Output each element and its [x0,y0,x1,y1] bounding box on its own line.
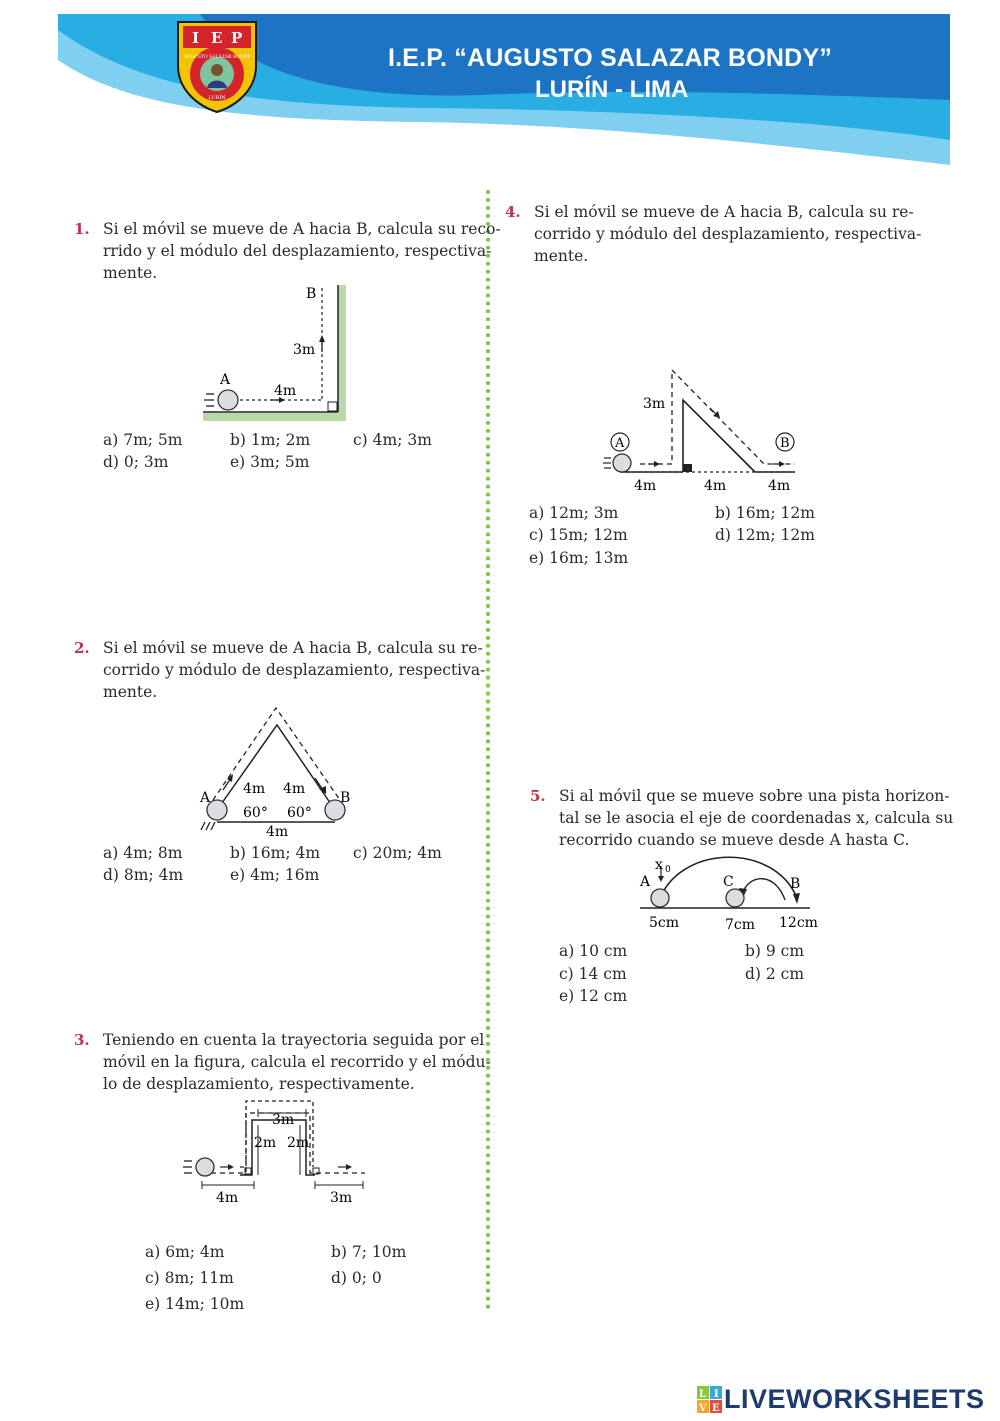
question-5-option-b[interactable]: b) 9 cm [745,942,805,960]
question-3-option-c[interactable]: c) 8m; 11m [145,1269,234,1287]
liveworksheets-brand[interactable]: LIVEWORKSHEETS [724,1384,985,1414]
q4-label-4m-2: 4m [704,478,727,494]
logo-letter-e: E [211,29,223,47]
question-2-number: 2. [74,639,90,657]
question-4-option-c[interactable]: c) 15m; 12m [529,526,628,544]
question-1-line-3: mente. [103,264,158,282]
question-3-option-b[interactable]: b) 7; 10m [331,1243,407,1261]
q5-label-12cm: 12cm [779,915,818,931]
q3-label-4m: 4m [216,1190,239,1206]
question-2-line-3: mente. [103,683,158,701]
question-1-number: 1. [74,220,90,238]
q2-label-4m-left: 4m [243,781,266,797]
question-3-number: 3. [74,1031,90,1049]
q5-label-b: B [790,876,801,892]
question-4-line-1: Si el móvil se mueve de A hacia B, calcula su re- [534,203,914,221]
question-2-option-d[interactable]: d) 8m; 4m [103,866,184,884]
q5-label-c: C [723,874,734,890]
question-2-line-1: Si el móvil se mueve de A hacia B, calcula su re- [103,639,483,657]
q1-label-a: A [220,372,231,388]
q4-label-b: B [780,436,790,451]
liveworksheets-logo-icon [697,1386,723,1414]
logo-ring-text: AUGUSTO SALAZAR BONDY [183,55,251,60]
question-4-option-b[interactable]: b) 16m; 12m [715,504,815,522]
question-3-option-a[interactable]: a) 6m; 4m [145,1243,225,1261]
question-5-text [559,785,953,851]
logo-icon-letter-l: L [699,1389,707,1400]
question-5-number: 5. [530,787,546,805]
q3-label-2m-left: 2m [254,1135,277,1151]
question-4-option-d[interactable]: d) 12m; 12m [715,526,815,544]
question-5-option-c[interactable]: c) 14 cm [559,965,627,983]
q2-label-60-left: 60° [243,805,268,821]
question-3-option-e[interactable]: e) 14m; 10m [145,1295,245,1313]
question-2-option-c[interactable]: c) 20m; 4m [353,844,442,862]
question-2-option-b[interactable]: b) 16m; 4m [230,844,321,862]
question-4-text [534,201,921,267]
q4-label-a: A [615,436,625,451]
question-3-text [103,1029,491,1095]
question-4-number: 4. [505,203,521,221]
question-5-figure [635,852,830,937]
q3-label-2m-right: 2m [287,1135,310,1151]
question-2-line-2: corrido y módulo de desplazamiento, respectiva- [103,661,486,679]
q2-label-a: A [200,790,211,806]
question-5-line-3: recorrido cuando se mueve desde A hasta C. [559,831,910,849]
logo-icon-letter-v: V [699,1403,707,1414]
question-1-option-a[interactable]: a) 7m; 5m [103,431,183,449]
q5-label-x-sub: 0 [665,865,671,875]
question-3-figure [180,1095,370,1210]
logo-bottom-text: LURÍN [208,95,226,101]
column-divider [486,190,490,1310]
question-3-line-3: lo de desplazamiento, respectivamente. [103,1075,415,1093]
question-2-option-a[interactable]: a) 4m; 8m [103,844,183,862]
question-2-option-e[interactable]: e) 4m; 16m [230,866,320,884]
question-1-line-1: Si el móvil se mueve de A hacia B, calcula su reco- [103,220,501,238]
question-1-option-c[interactable]: c) 4m; 3m [353,431,432,449]
q3-label-3m-top: 3m [272,1112,295,1128]
question-5-option-e[interactable]: e) 12 cm [559,987,628,1005]
question-5-line-1: Si al móvil que se mueve sobre una pista horizon- [559,787,950,805]
question-5-line-2: tal se le asocia el eje de coordenadas x, calcula su [559,809,954,827]
q4-label-3m: 3m [643,396,666,412]
question-4-figure [600,362,805,497]
q3-label-3m-bottom: 3m [330,1190,353,1206]
logo-letter-i: I [192,29,200,47]
q2-label-b: B [340,790,351,806]
question-1-option-e[interactable]: e) 3m; 5m [230,453,310,471]
q4-label-4m-1: 4m [634,478,657,494]
question-3-line-2: móvil en la figura, calcula el recorrido y el módu- [103,1053,491,1071]
question-2-figure [195,700,365,845]
q1-label-b: B [306,286,317,302]
question-1-figure [200,280,360,425]
question-3-option-d[interactable]: d) 0; 0 [331,1269,382,1287]
question-4-option-a[interactable]: a) 12m; 3m [529,504,619,522]
question-1-option-d[interactable]: d) 0; 3m [103,453,169,471]
question-4-line-2: corrido y módulo del desplazamiento, respectiva- [534,225,922,243]
question-1-option-b[interactable]: b) 1m; 2m [230,431,311,449]
q4-label-4m-3: 4m [768,478,791,494]
question-3-line-1: Teniendo en cuenta la trayectoria seguida por el [103,1031,485,1049]
q5-label-a: A [640,874,651,890]
q1-label-4m: 4m [274,383,297,399]
logo-icon-letter-i: I [714,1389,719,1400]
logo-letter-p: P [231,29,243,47]
question-1-line-2: rrido y el módulo del desplazamiento, respectiva- [103,242,492,260]
q5-label-x: x [655,857,663,873]
logo-icon-letter-e: E [712,1403,720,1414]
school-logo [174,18,260,114]
header-banner [0,0,1000,180]
school-name: I.E.P. “AUGUSTO SALAZAR BONDY” [388,44,833,72]
question-4-option-e[interactable]: e) 16m; 13m [529,549,629,567]
question-2-text [103,637,485,703]
question-1-text [103,218,501,284]
q5-label-5cm: 5cm [649,915,680,931]
q2-label-60-right: 60° [287,805,312,821]
question-5-option-a[interactable]: a) 10 cm [559,942,628,960]
school-city: LURÍN - LIMA [535,76,689,103]
q5-label-7cm: 7cm [725,917,756,933]
question-4-line-3: mente. [534,247,589,265]
q2-label-4m-right: 4m [283,781,306,797]
q2-label-4m-base: 4m [266,824,289,840]
q1-label-3m: 3m [293,342,316,358]
question-5-option-d[interactable]: d) 2 cm [745,965,805,983]
